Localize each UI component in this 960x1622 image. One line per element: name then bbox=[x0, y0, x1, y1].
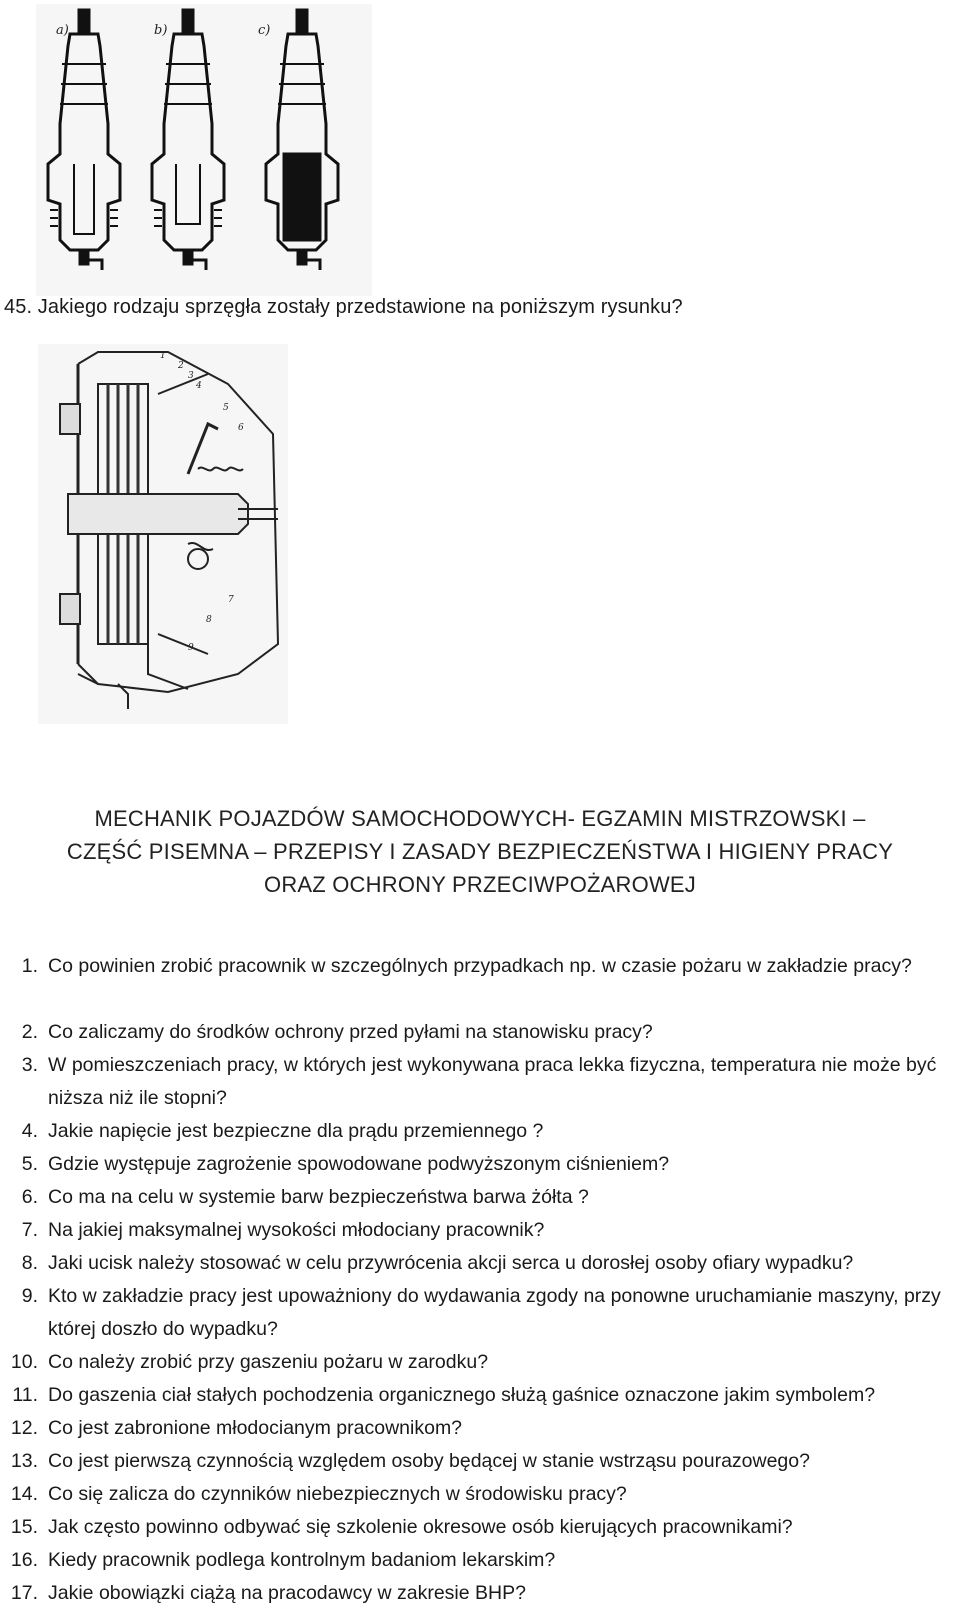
question-number: 11. bbox=[12, 1384, 38, 1406]
question-number: 17. bbox=[10, 1582, 38, 1604]
document-title-line-3: ORAZ OCHRONY PRZECIWPOŻAROWEJ bbox=[264, 872, 696, 897]
question-text: Co powinien zrobić pracownik w szczególnych przypadkach np. w czasie pożaru w zakładzie pracy? bbox=[48, 955, 912, 977]
question-number: 13. bbox=[10, 1450, 38, 1472]
document-title-line-1: MECHANIK POJAZDÓW SAMOCHODOWYCH- EGZAMIN MISTRZOWSKI – bbox=[94, 806, 866, 831]
question-number: 6. bbox=[21, 1186, 38, 1208]
clutch-label-1: 1 bbox=[160, 351, 166, 361]
clutch-label-2: 2 bbox=[178, 361, 184, 371]
question-number: 14. bbox=[10, 1483, 38, 1505]
question-text: Jak często powinno odbywać się szkolenie okresowe osób kierujących pracownikami? bbox=[48, 1516, 793, 1538]
question-number: 9. bbox=[21, 1285, 38, 1307]
question-text: Jakie obowiązki ciążą na pracodawcy w zakresie BHP? bbox=[48, 1582, 526, 1604]
question-number: 2. bbox=[21, 1021, 38, 1043]
question-text: Jakie napięcie jest bezpieczne dla prądu przemiennego ? bbox=[48, 1120, 544, 1142]
clutch-cross-section-figure bbox=[38, 344, 288, 724]
question-text: Na jakiej maksymalnej wysokości młodociany pracownik? bbox=[48, 1219, 545, 1241]
question-text: Jaki ucisk należy stosować w celu przywrócenia akcji serca u dorosłej osoby ofiary wypadku? bbox=[48, 1252, 854, 1274]
document-title-line-2: CZĘŚĆ PISEMNA – PRZEPISY I ZASADY BEZPIECZEŃSTWA I HIGIENY PRACY bbox=[66, 839, 894, 864]
question-number: 8. bbox=[21, 1252, 38, 1274]
plug-label-b: b) bbox=[154, 23, 168, 38]
question-number: 15. bbox=[10, 1516, 38, 1538]
clutch-label-4: 4 bbox=[196, 381, 202, 391]
question-number: 10. bbox=[10, 1351, 38, 1373]
question-number: 1. bbox=[21, 955, 38, 977]
clutch-label-9: 9 bbox=[188, 643, 194, 653]
question-number: 3. bbox=[21, 1054, 38, 1076]
question-text: Kto w zakładzie pracy jest upoważniony do wydawania zgody na ponowne uruchamianie maszyny, przy której doszło do wypadku? bbox=[48, 1285, 941, 1340]
question-number: 5. bbox=[21, 1153, 38, 1175]
question-text: Kiedy pracownik podlega kontrolnym badaniom lekarskim? bbox=[48, 1549, 556, 1571]
question-number: 7. bbox=[21, 1219, 38, 1241]
plug-label-a: a) bbox=[56, 23, 69, 38]
question-number: 16. bbox=[10, 1549, 38, 1571]
question-text: Co jest pierwszą czynnością względem osoby będącej w stanie wstrząsu pourazowego? bbox=[48, 1450, 810, 1472]
spark-plugs-figure bbox=[36, 4, 372, 296]
clutch-label-6: 6 bbox=[238, 423, 244, 433]
question-text: W pomieszczeniach pracy, w których jest wykonywana praca lekka fizyczna, temperatura nie może być niższa niż ile stopni? bbox=[48, 1054, 937, 1109]
question-text: Co należy zrobić przy gaszeniu pożaru w zarodku? bbox=[48, 1351, 489, 1373]
clutch-label-8: 8 bbox=[206, 615, 212, 625]
question-text: Do gaszenia ciał stałych pochodzenia organicznego służą gaśnice oznaczone jakim symbolem? bbox=[48, 1384, 876, 1406]
clutch-label-3: 3 bbox=[188, 371, 194, 381]
plug-label-c: c) bbox=[258, 23, 271, 38]
question-text: Co jest zabronione młodocianym pracownikom? bbox=[48, 1417, 463, 1439]
question-text: Co zaliczamy do środków ochrony przed pyłami na stanowisku pracy? bbox=[48, 1021, 653, 1043]
question-number: 4. bbox=[21, 1120, 38, 1142]
clutch-label-5: 5 bbox=[223, 403, 229, 413]
question-text: Co się zalicza do czynników niebezpiecznych w środowisku pracy? bbox=[48, 1483, 627, 1505]
question-number: 12. bbox=[10, 1417, 38, 1439]
clutch-label-7: 7 bbox=[228, 595, 234, 605]
question-text: Co ma na celu w systemie barw bezpieczeństwa barwa żółta ? bbox=[48, 1186, 589, 1208]
question-45: 45. Jakiego rodzaju sprzęgła zostały przedstawione na poniższym rysunku? bbox=[4, 296, 683, 318]
question-text: Gdzie występuje zagrożenie spowodowane podwyższonym ciśnieniem? bbox=[48, 1153, 670, 1175]
